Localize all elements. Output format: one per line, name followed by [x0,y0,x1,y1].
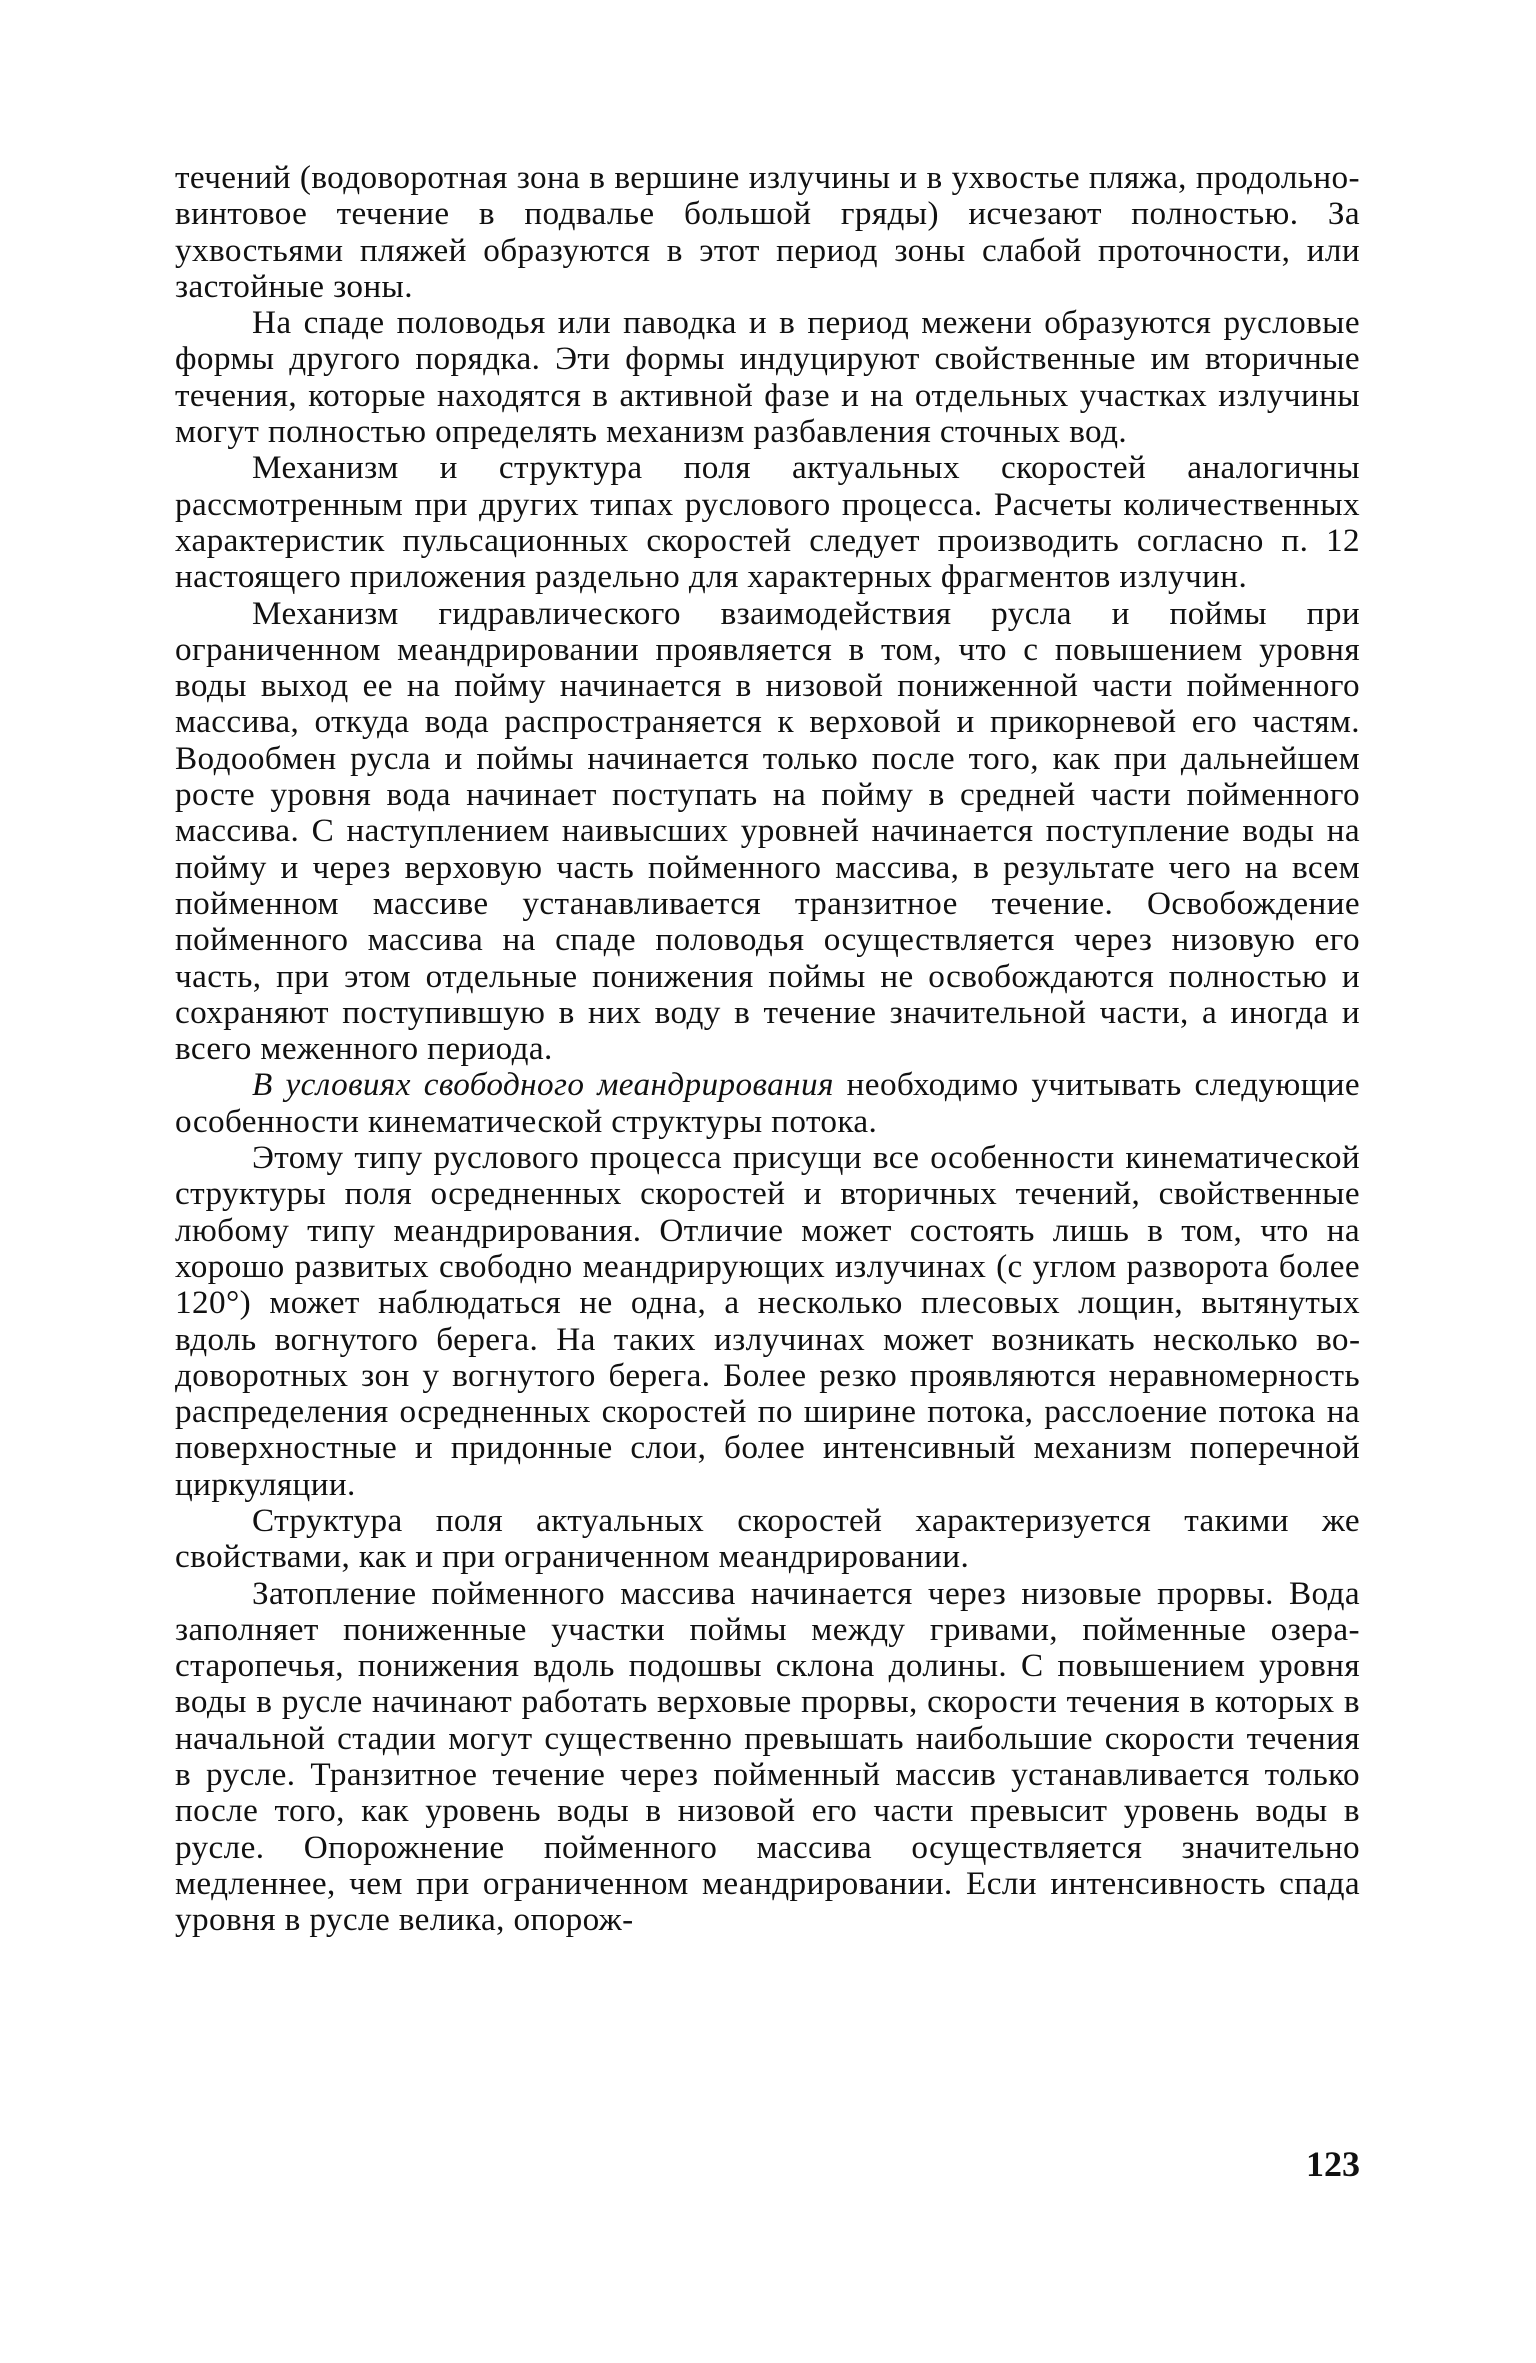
paragraph-1: течений (водоворотная зона в вершине излучины и в ухвостье пляжа, продольно-винтовое течение в подвалье большой гряды) исчезают полностью. За ухвостьями пляжей образуются в этот период зоны слабой проточности, или застойные зоны. [175,159,1360,305]
paragraph-8: Затопление пойменного массива начинается через низовые прорвы. Вода заполняет пониженные участки поймы между гривами, пойменные озера-старопечья, понижения вдоль подошвы склона долины. С повышением уровня воды в русле начинают работать верховые прорвы, скорости течения в которых в начальной стадии могут существенно превышать наибольшие скорости течения в русле. Транзитное течение через пойменный массив устанавливается только после того, как уровень воды в низовой его части превысит уровень воды в русле. Опорожнение пойменного массива осуществляется значительно медленнее, чем при ограниченном меандрировании. Если интенсивность спада уровня в русле велика, опорож- [175,1574,1360,1939]
paragraph-3: Механизм и структура поля актуальных скоростей аналогичны рассмотренным при других типах руслового процесса. Расчеты количественных характеристик пульсационных скоростей следует производить согласно п. 12 настоящего приложения раздельно для характерных фрагментов излучин. [175,449,1360,596]
paragraph-6: Этому типу руслового процесса присущи все особенности кинематической структуры поля осредненных скоростей и вторичных течений, свойственные любому типу меандрирования. Отличие может состоять лишь в том, что на хорошо развитых свободно меандрирующих излучинах (с углом разворота более 120°) может наблюдаться не одна, а несколько плесовых лощин, вытянутых вдоль вогнутого берега. На таких излучинах может возникать несколько водоворотных зон у вогнутого берега. Более резко проявляются неравномерность распределения осредненных скоростей по ширине потока, расслоение потока на поверхностные и придонные слои, более интенсивный механизм поперечной циркуляции. [175,1139,1360,1503]
paragraph-4: Механизм гидравлического взаимодействия русла и поймы при ограниченном меандрировании проявляется в том, что с повышением уровня воды выход ее на пойму начинается в низовой пониженной части пойменного массива, откуда вода распространяется к верховой и прикорневой его частям. Водообмен русла и поймы начинается только после того, как при дальнейшем росте уровня вода начинает поступать на пойму в средней части пойменного массива. С наступлением наивысших уровней начинается поступление воды на пойму и через верховую часть пойменного массива, в результате чего на всем пойменном массиве устанавливается транзитное течение. Освобождение пойменного массива на спаде половодья осуществляется через низовую его часть, при этом отдельные понижения поймы не освобождаются полностью и сохраняют поступившую в них воду в течение значительной части, а иногда и всего меженного периода. [175,594,1360,1068]
italic-lead: В условиях свободного меандрирования [252,1066,834,1104]
paragraph-5-text: необходимо учитывать следующие особенности кинематической структуры потока. [175,1066,1360,1140]
page-body [175,160,1360,1939]
page-number: 123 [1306,2144,1360,2184]
paragraph-5 [175,1067,1360,1140]
paragraph-2: На спаде половодья или паводка и в период межени образуются русловые формы другого порядка. Эти формы индуцируют свойственные им вторичные течения, которые находятся в активной фазе и на отдельных участках излучины могут полностью определять механизм разбавления сточных вод. [175,304,1360,451]
paragraph-7: Структура поля актуальных скоростей характеризуется такими же свойствами, как и при ограниченном меандрировании. [175,1501,1360,1576]
